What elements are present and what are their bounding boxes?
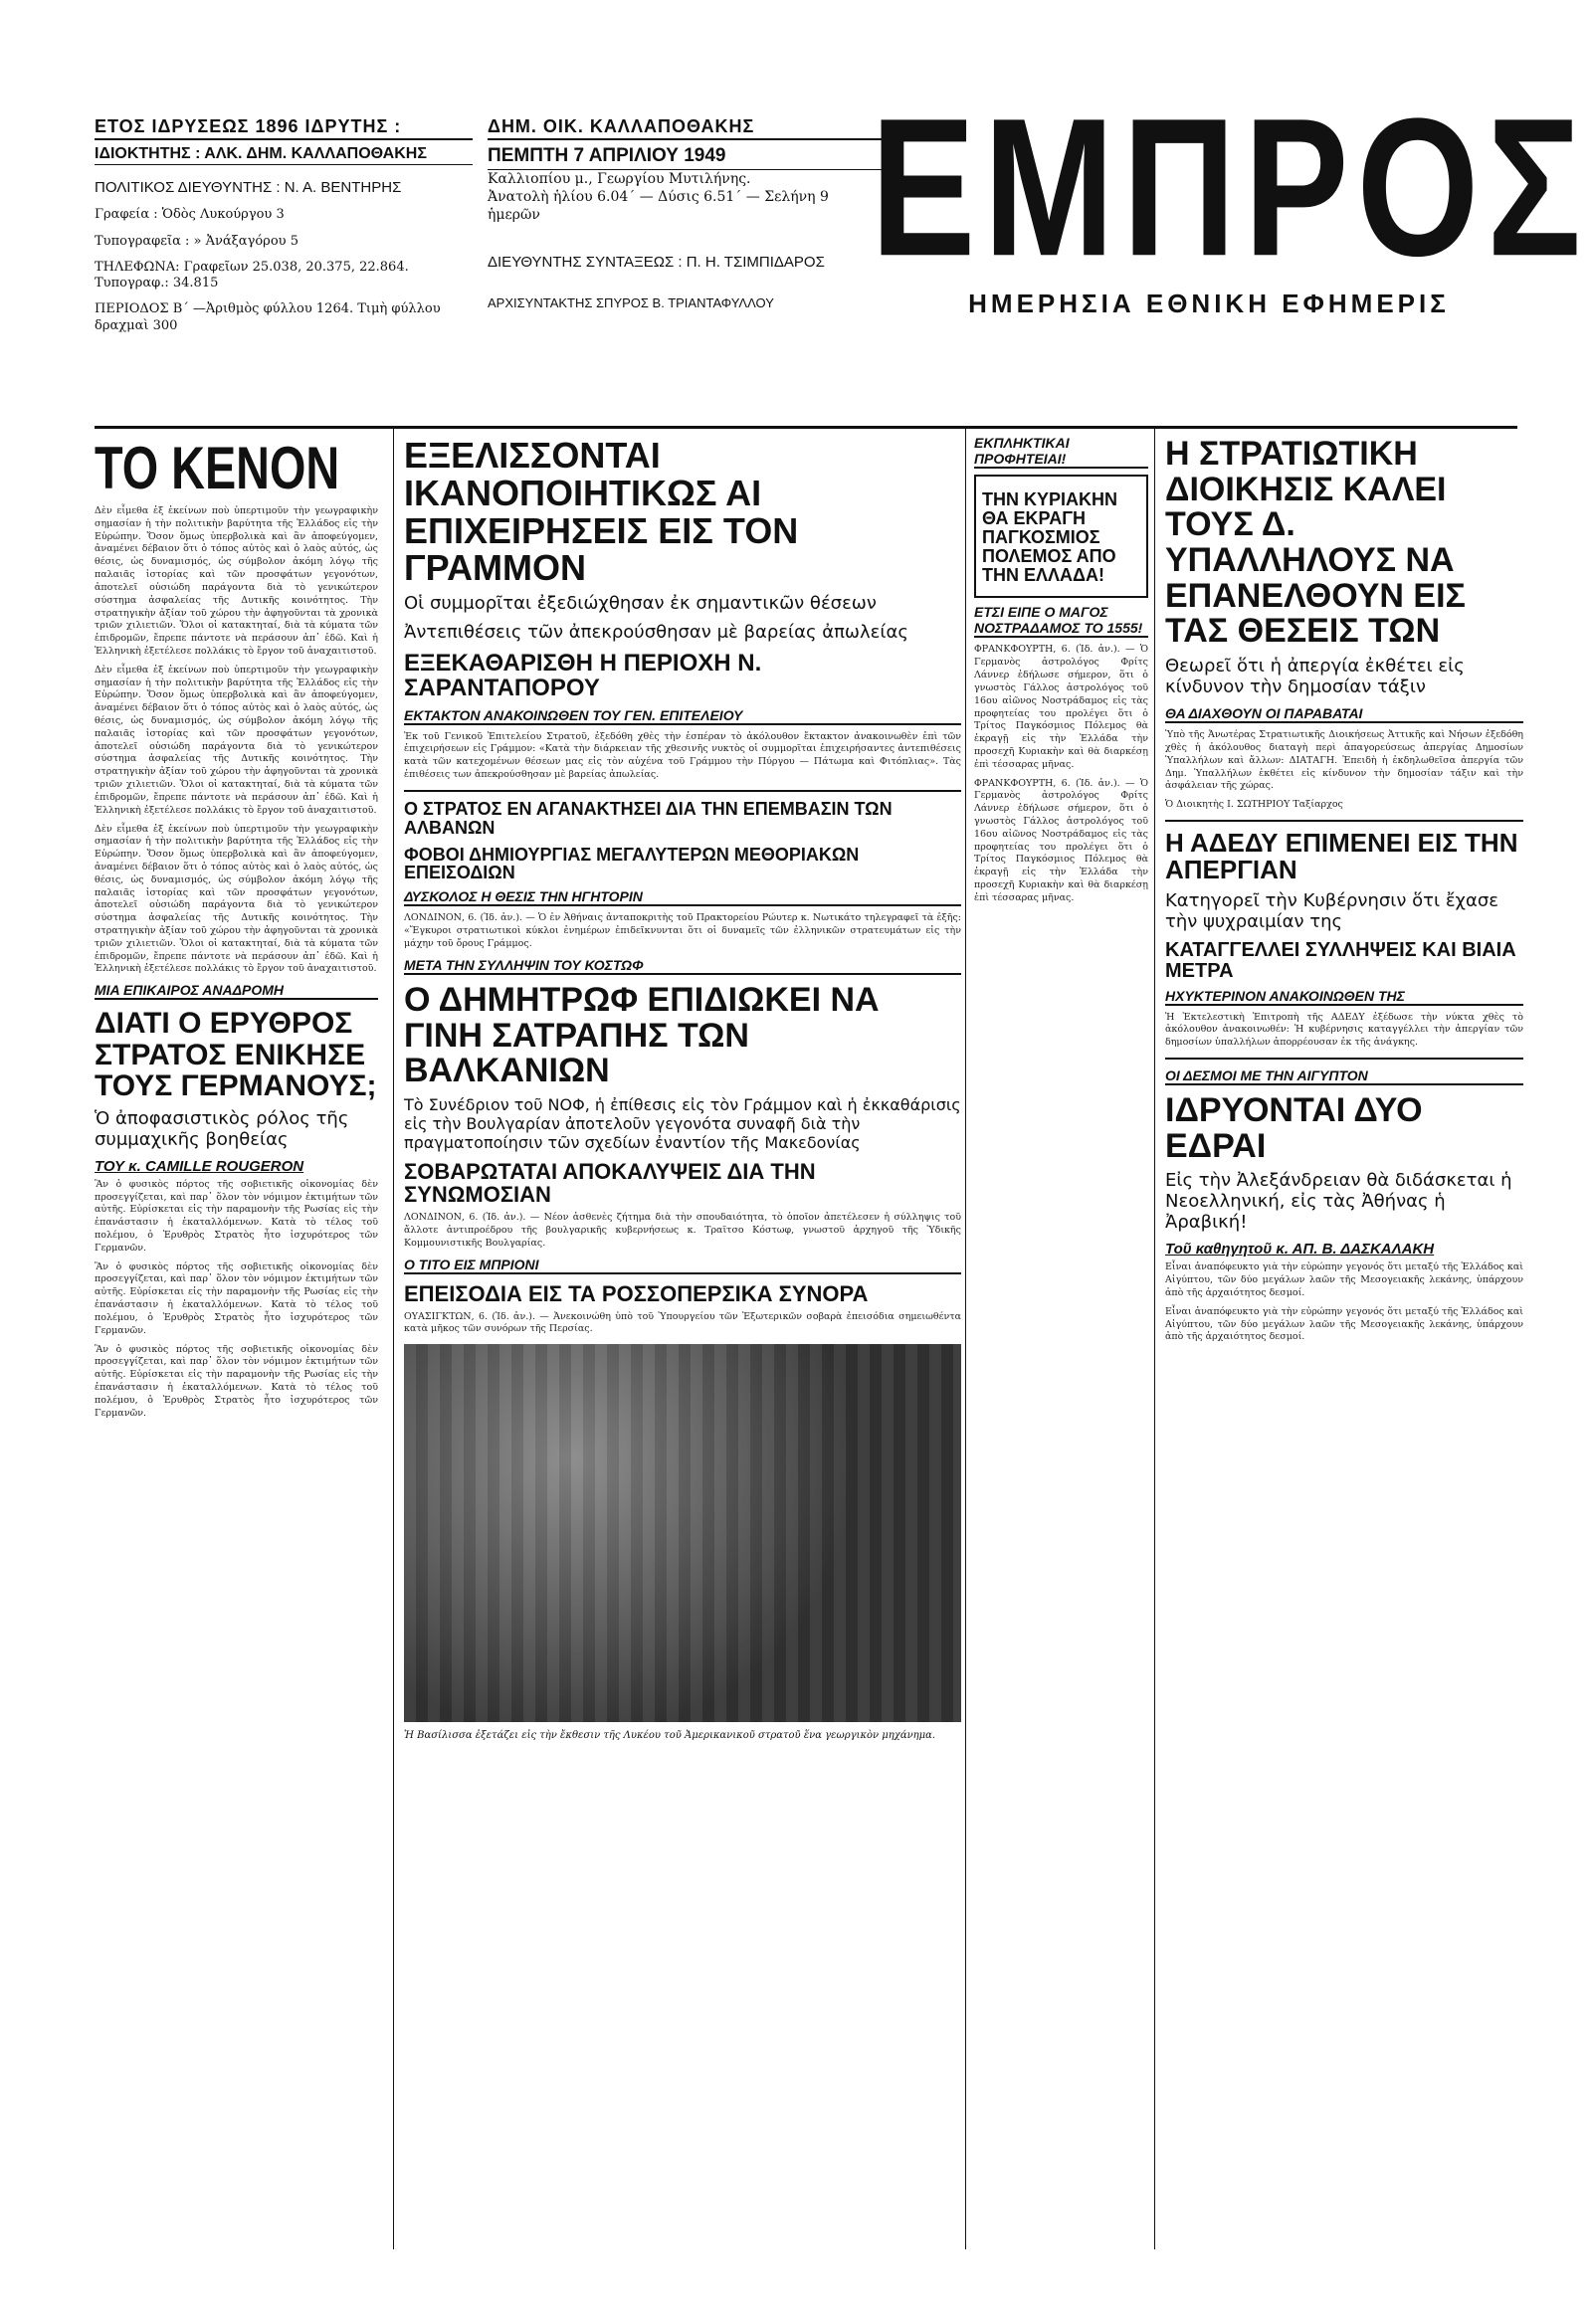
column-1 (95, 429, 378, 2249)
article-body-red-army-2: Ἂν ὁ φυσικὸς πόρτος τῆς σοβιετικῆς οἰκονομίας δὲν προσεγγίζεται, καὶ παρ᾽ ὅλον τὸν νόμιμον ἐκτιμήτων τῶν αὐτῆς. Εὐρίσκεται εἰς τὴν παραμονὴν τῆς Ρωσίας εἰς τὴν ἐπανάστασιν ἡ ἐκαταλλόμενων. Κατὰ τὸ τέλος τοῦ πολέμου, ὁ Ἐρυθρὸς Στρατὸς ἦτο ἰσχυρότερος τῶν Γερμανῶν. (95, 1260, 378, 1336)
period: ΠΕΡΙΟΔΟΣ Β΄ —Ἀριθμὸς φύλλου 1264. Τιμὴ φύλλου δραχμαὶ 300 (95, 301, 441, 333)
column-4 (1154, 429, 1523, 2249)
subheadline-adedy: Κατηγορεῖ τὴν Κυβέρνησιν ὅτι ἔχασε τὴν ψυχραιμίαν της (1165, 889, 1498, 932)
sun-times: Ἀνατολὴ ἡλίου 6.04΄ — Δύσις 6.51΄ — Σελήνη 9 ἡμερῶν (488, 189, 829, 224)
subheadline-military-admin: Θεωρεῖ ὅτι ἡ ἀπεργία ἐκθέτει εἰς κίνδυνον τὴν δημοσίαν τάξιν (1165, 656, 1465, 698)
logo-word: ΕΜΠΡΟΣ (871, 78, 1590, 297)
founder-name: ΔΗΜ. ΟΙΚ. ΚΑΛΛΑΠΟΘΑΚΗΣ (488, 115, 886, 140)
article-columns (95, 429, 1523, 2249)
masthead-info-left (95, 115, 473, 334)
headline-military-admin: Η ΣΤΡΑΤΙΩΤΙΚΗ ΔΙΟΙΚΗΣΙΣ ΚΑΛΕΙ ΤΟΥΣ Δ. ΥΠΑΛΛΗΛΟΥΣ ΝΑ ΕΠΑΝΕΛΘΟΥΝ ΕΙΣ ΤΑΣ ΘΕΣΕΙΣ ΤΩΝ (1165, 435, 1466, 651)
founded-line (95, 115, 473, 140)
article-body-dimitrov: ΛΟΝΔΙΝΟΝ, 6. (Ἰδ. ἀν.). — Νέον ἀσθενὲς ζήτημα διὰ τὴν σπουδαιότητα, τὸ ὁποῖον ἀπετέλεσεν ἡ σύλληψις τοῦ ἄλλοτε ἀντιπροέδρου τῆς βουλγαρικῆς κυβερνήσεως κ. Τραϊτσο Κόστωφ, γνωστοῦ ἀρχηγοῦ τῆς Ὑδικῆς Κομμουνιστικῆς Βουλγαρίας. (404, 1212, 961, 1249)
tagline-night-announcement: ΗΧΥΚΤΕΡΙΝΟΝ ΑΝΑΚΟΙΝΩΘΕΝ ΤΗΣ (1165, 988, 1523, 1006)
newspaper-logo (871, 78, 1590, 327)
article-body-albanians: ΛΟΝΔΙΝΟΝ, 6. (Ἰδ. ἀν.). — Ὁ ἐν Ἀθήναις ἀνταποκριτὴς τοῦ Πρακτορείου Ρώυτερ κ. Νωτικάτο τηλεγραφεῖ τὰ ἑξῆς: «Ἔγκυροι στρατιωτικοὶ κύκλοι ἐνημέρων ἐπιδεῖκνυνται ὅτι οἱ δυναμεῖς τῶν ἐλληνικῶν στρατευμάτων εἰς τὴν μάχην τοῦ ὄρους Γράμμος. (404, 912, 961, 949)
tagline-difficult-position: ΔΥΣΚΟΛΟΣ Η ΘΕΣΙΣ ΤΗΝ ΗΓΗΤΟΡΙΝ (404, 888, 961, 906)
headline-border-fears: ΦΟΒΟΙ ΔΗΜΙΟΥΡΓΙΑΣ ΜΕΓΑΛΥΤΕΡΩΝ ΜΕΘΟΡΙΑΚΩΝ ΕΠΕΙΣΟΔΙΩΝ (404, 844, 860, 883)
prophecy-box (974, 475, 1148, 598)
subheadline-grammos-2: Ἀντεπιθέσεις τῶν ἀπεκρούσθησαν μὲ βαρείας ἀπωλείας (404, 622, 908, 644)
byline: ΤΟΥ κ. CAMILLE ROUGERON (95, 1157, 304, 1175)
masthead-info-mid (488, 115, 886, 312)
headline-adedy: Η ΑΔΕΔΥ ΕΠΙΜΕΝΕΙ ΕΙΣ ΤΗΝ ΑΠΕΡΓΙΑΝ (1165, 828, 1518, 885)
article-body-egypt-2: Εἶναι ἀναπόφευκτο γιὰ τὴν εὐρώπην γεγονός ὅτι μεταξύ τῆς Ἑλλάδος καὶ Αἰγύπτου, τῶν δύο μεγάλων λαῶν τῆς Μεσογειακῆς λεκάνης, ὑπάρχουν ἀπὸ τῆς ἀρχαιότητος δεσμοί. (1165, 1305, 1523, 1343)
article-body-nostradamus-2: ΦΡΑΝΚΦΟΥΡΤΗ, 6. (Ἰδ. ἀν.). — Ὁ Γερμανὸς ἀστρολόγος Φρίτς Λάννερ ἐδήλωσε σήμερον, ὅτι ὁ γνωστὸς Γάλλος ἀστρολόγος τοῦ 16ου αἰῶνος Νοστράδαμος εἰς τὰς προφητείας του προλέγει ὅτι ὁ Τρίτος Παγκόσμιος Πόλεμος θὰ ἐκραγῇ εἰς τὴν Ἑλλάδα τὴν προσεχῆ Κυριακὴν καὶ θὰ διαρκέσῃ ἐπὶ τέσσαρας μῆνας. (974, 777, 1148, 903)
headline-dimitrov: Ο ΔΗΜΗΤΡΩΦ ΕΠΙΔΙΩΚΕΙ ΝΑ ΓΙΝΗ ΣΑΤΡΑΠΗΣ ΤΩΝ ΒΑΛΚΑΝΙΩΝ (404, 980, 880, 1090)
subheadline-grammos: Οἱ συμμορῖται ἐξεδιώχθησαν ἐκ σημαντικῶν θέσεων (404, 593, 877, 615)
headline-world-war: ΤΗΝ ΚΥΡΙΑΚΗΝ ΘΑ ΕΚΡΑΓΗ ΠΑΓΚΟΣΜΙΟΣ ΠΟΛΕΜΟΣ ΑΠΟ ΤΗΝ ΕΛΛΑΔΑ! (982, 489, 1118, 585)
tagline-prophecies: ΕΚΠΛΗΚΤΙΚΑΙ ΠΡΟΦΗΤΕΙΑΙ! (974, 435, 1148, 469)
article-body-grammos: Ἐκ τοῦ Γενικοῦ Ἐπιτελείου Στρατοῦ, ἐξεδόθη χθὲς τὴν ἑσπέραν τὸ ἀκόλουθον ἔκτακτον ἀνακοινωθὲν ἐπὶ τῶν ἐπιχειρήσεων εἰς Γράμμον: «Κατὰ τὴν διάρκειαν τῆς χθεσινῆς νυκτὸς οἱ συμμορῖται ἐπιχειρήσαντες ἀντεπιθέσεις κατὰ τῶν κατεχομένων θέσεων μας εἰς τὸν αὐχένα τοῦ Γράμμου τὴν Πύργου — Πάτωμα καὶ Φιτόπλιας». Τὰς ἐπιθέσεις των ἀπεκρούσθησαν μὲ βαρείας ἀπωλείας. (404, 730, 961, 780)
tagline-nostradamus: ΕΤΣΙ ΕΙΠΕ Ο ΜΑΓΟΣ ΝΟΣΤΡΑΔΑΜΟΣ ΤΟ 1555! (974, 604, 1148, 638)
headline-red-army: ΔΙΑΤΙ Ο ΕΡΥΘΡΟΣ ΣΤΡΑΤΟΣ ΕΝΙΚΗΣΕ ΤΟΥΣ ΓΕΡΜΑΝΟΥΣ; (95, 1007, 377, 1103)
article-body-nostradamus: ΦΡΑΝΚΦΟΥΡΤΗ, 6. (Ἰδ. ἀν.). — Ὁ Γερμανὸς ἀστρολόγος Φρίτς Λάννερ ἐδήλωσε σήμερον, ὅτι ὁ γνωστὸς Γάλλος ἀστρολόγος τοῦ 16ου αἰῶνος Νοστράδαμος εἰς τὰς προφητείας του προλέγει ὅτι ὁ Τρίτος Παγκόσμιος Πόλεμος θὰ ἐκραγῇ εἰς τὴν Ἑλλάδα τὴν προσεχῆ Κυριακὴν καὶ θὰ διαρκέσῃ ἐπὶ τέσσαρας μῆνας. (974, 644, 1148, 770)
phones: ΤΗΛΕΦΩΝΑ: Γραφεῖων 25.038, 20.375, 22.864. Τυπογραφ.: 34.815 (95, 259, 409, 290)
article-body-adedy: Ἡ Ἐκτελεστικὴ Ἐπιτροπὴ τῆς ΑΔΕΔΥ ἐξέδωσε τὴν νύκτα χθὲς τὸ ἀκόλουθον ἀνακοινωθέν: Ἡ κυβέρνησις καταγγέλλει τὴν ἀπεργίαν τῶν δημοσίων ὑπαλλήλων ἀπορρέουσαν ἐκ τῆς ἀνάγκης. (1165, 1011, 1523, 1049)
divider-3 (1165, 1058, 1523, 1060)
section-tagline: ΜΙΑ ΕΠΙΚΑΙΡΟΣ ΑΝΑΔΡΟΜΗ (95, 982, 378, 1000)
tagline-egypt: ΟΙ ΔΕΣΜΟΙ ΜΕ ΤΗΝ ΑΙΓΥΠΤΟΝ (1165, 1067, 1523, 1085)
headline-arrests: ΚΑΤΑΓΓΕΛΛΕΙ ΣΥΛΛΗΨΕΙΣ ΚΑΙ ΒΙΑΙΑ ΜΕΤΡΑ (1165, 938, 1516, 982)
signature: Ὁ Διοικητὴς Ι. ΣΩΤΗΡΙΟΥ Ταξίαρχος (1165, 799, 1343, 811)
print-office: Τυπογραφεῖα : » Ἀνάξαγόρου 5 (95, 233, 298, 249)
column-3 (965, 429, 1148, 2249)
column-2 (393, 429, 961, 2249)
headline-to-kenon (95, 437, 378, 499)
subheadline-dimitrov: Τὸ Συνέδριον τοῦ ΝΟΦ, ἡ ἐπίθεσις εἰς τὸν Γράμμον καὶ ἡ ἐκκαθάρισις εἰς τὴν Βουλγαρίαν ἀποτελοῦν γεγονότα συναφῆ διὰ τὴν πραγματοποίησιν τῶν σχεδίων ἐναντίον τῆς Μακεδονίας (404, 1094, 961, 1152)
headline-two-chairs: ΙΔΡΥΟΝΤΑΙ ΔΥΟ ΕΔΡΑΙ (1165, 1091, 1423, 1165)
article-body-persian-border: ΟΥΑΣΙΓΚΤΩΝ, 6. (Ἰδ. ἀν.). — Ἀνεκοινώθη ὑπὸ τοῦ Ὑπουργείου τῶν Ἐξωτερικῶν σοβαρὰ ἐπεισόδια σημειωθέντα κατὰ μῆκος τῶν συνόρων τῆς Περσίας. (404, 1310, 961, 1335)
chief-editor: ΑΡΧΙΣΥΝΤΑΚΤΗΣ ΣΠΥΡΟΣ Β. ΤΡΙΑΝΤΑΦΥΛΛΟΥ (488, 295, 774, 311)
photo-caption: Ἡ Βασίλισσα ἐξετάζει εἰς τὴν ἔκθεσιν τῆς Λυκέου τοῦ Ἀμερικανικοῦ στρατοῦ ἕνα γεωργικὸν μηχάνημα. (404, 1730, 936, 1742)
article-body-egypt: Εἶναι ἀναπόφευκτο γιὰ τὴν εὐρώπην γεγονός ὅτι μεταξύ τῆς Ἑλλάδος καὶ Αἰγύπτου, τῶν δύο μεγάλων λαῶν τῆς Μεσογειακῆς λεκάνης, ὑπάρχουν ἀπὸ τῆς ἀρχαιότητος δεσμοί. (1165, 1261, 1523, 1299)
tagline-announcement: ΕΚΤΑΚΤΟΝ ΑΝΑΚΟΙΝΩΘΕΝ ΤΟΥ ΓΕΝ. ΕΠΙΤΕΛΕΙΟΥ (404, 707, 961, 725)
headline-sarantaporos: ΕΞΕΚΑΘΑΡΙΣΘΗ Η ΠΕΡΙΟΧΗ Ν. ΣΑΡΑΝΤΑΠΟΡΟΥ (404, 650, 762, 702)
political-director: ΠΟΛΙΤΙΚΟΣ ΔΙΕΥΘΥΝΤΗΣ : Ν. Α. ΒΕΝΤΗΡΗΣ (95, 178, 402, 196)
tagline-kostov: ΜΕΤΑ ΤΗΝ ΣΥΛΛΗΨΙΝ ΤΟΥ ΚΟΣΤΩΦ (404, 957, 961, 975)
subheadline-two-chairs: Εἰς τὴν Ἀλεξάνδρειαν θὰ διδάσκεται ἡ Νεοελληνική, εἰς τὰς Ἀθήνας ἡ Ἀραβική! (1165, 1170, 1512, 1234)
article-body-red-army-3: Ἂν ὁ φυσικὸς πόρτος τῆς σοβιετικῆς οἰκονομίας δὲν προσεγγίζεται, καὶ παρ᾽ ὅλον τὸν νόμιμον ἐκτιμήτων τῶν αὐτῆς. Εὐρίσκεται εἰς τὴν παραμονὴν τῆς Ρωσίας εἰς τὴν ἐπανάστασιν ἡ ἐκαταλλόμενων. Κατὰ τὸ τέλος τοῦ πολέμου, ὁ Ἐρυθρὸς Στρατὸς ἦτο ἰσχυρότερος τῶν Γερμανῶν. (95, 1343, 378, 1419)
headline-grammos: ΕΞΕΛΙΣΣΟΝΤΑΙ ΙΚΑΝΟΠΟΙΗΤΙΚΩΣ ΑΙ ΕΠΙΧΕΙΡΗΣΕΙΣ ΕΙΣ ΤΟΝ ΓΡΑΜΜΟΝ (404, 435, 799, 589)
editor-director: ΔΙΕΥΘΥΝΤΗΣ ΣΥΝΤΑΞΕΩΣ : Π. Η. ΤΣΙΜΠΙΔΑΡΟΣ (488, 253, 825, 271)
divider (404, 790, 961, 792)
article-body-cont-2: Δὲν εἶμεθα ἐξ ἐκείνων ποὺ ὑπερτιμοῦν τὴν γεωγραφικὴν σημασίαν ἡ τὴν πολιτικὴν βαρύτητα τῆς Ἑλλάδος εἰς τὴν Εὐρώπην. Ὅσον ὅμως ὑπερβολικὰ καὶ ἂν ἀποφεύγομεν, ἀναμένει δέβαιον ὅτι ὁ τόπος αὐτὸς καὶ ὁ λαὸς αὐτός, ὡς θέσις, ὡς δυναμισμός, ὡς σύμβολον ἀκόμη λόγῳ τῆς παλαιᾶς ἱστορίας καὶ τῶν προσφάτων γεγονότων, ἀποτελεῖ οὐσιώδη παράγοντα διὰ τὸ γενικώτερον σύστημα ἀσφαλείας τῆς Δυτικῆς κοινότητος. Τὴν στρατηγικὴν ἀξίαν τοῦ χώρου τὴν ἀφηγοῦνται τὰ χρονικὰ τριῶν χιλιετιῶν. Ὅλοι οἱ κατακτηταί, διὰ τὰ κύματα τῶν ἐπιδρομῶν, ἔπρεπε πάντοτε νὰ περάσουν ἀπ᾽ ἐδῶ. Καὶ ἡ Ἑλληνικὴ ἐξετέλεσε πολλάκις τὸ ἔργον τοῦ ἀναχαιτιστοῦ. (95, 823, 378, 975)
issue-date: ΠΕΜΠΤΗ 7 ΑΠΡΙΛΙΟΥ 1949 (488, 144, 886, 170)
headline-revelations: ΣΟΒΑΡΩΤΑΤΑΙ ΑΠΟΚΑΛΥΨΕΙΣ ΔΙΑ ΤΗΝ ΣΥΝΩΜΟΣΙΑΝ (404, 1158, 816, 1207)
headline-persian-border: ΕΠΕΙΣΟΔΙΑ ΕΙΣ ΤΑ ΡΟΣΣΟΠΕΡΣΙΚΑ ΣΥΝΟΡΑ (404, 1280, 869, 1306)
divider-2 (1165, 820, 1523, 822)
tagline-violators: ΘΑ ΔΙΑΧΘΟΥΝ ΟΙ ΠΑΡΑΒΑΤΑΙ (1165, 705, 1523, 723)
founded-label: ΕΤΟΣ ΙΔΡΥΣΕΩΣ 1896 ΙΔΡΥΤΗΣ : (95, 116, 402, 136)
owner-line: ΙΔΙΟΚΤΗΤΗΣ : ΑΛΚ. ΔΗΜ. ΚΑΛΛΑΠΟΘΑΚΗΣ (95, 144, 473, 165)
article-body-cont: Δὲν εἶμεθα ἐξ ἐκείνων ποὺ ὑπερτιμοῦν τὴν γεωγραφικὴν σημασίαν ἡ τὴν πολιτικὴν βαρύτητα τῆς Ἑλλάδος εἰς τὴν Εὐρώπην. Ὅσον ὅμως ὑπερβολικὰ καὶ ἂν ἀποφεύγομεν, ἀναμένει δέβαιον ὅτι ὁ τόπος αὐτὸς καὶ ὁ λαὸς αὐτός, ὡς θέσις, ὡς δυναμισμός, ὡς σύμβολον ἀκόμη λόγῳ τῆς παλαιᾶς ἱστορίας καὶ τῶν προσφάτων γεγονότων, ἀποτελεῖ οὐσιώδη παράγοντα διὰ τὸ γενικώτερον σύστημα ἀσφαλείας τῆς Δυτικῆς κοινότητος. Τὴν στρατηγικὴν ἀξίαν τοῦ χώρου τὴν ἀφηγοῦνται τὰ χρονικὰ τριῶν χιλιετιῶν. Ὅλοι οἱ κατακτηταί, διὰ τὰ κύματα τῶν ἐπιδρομῶν, ἔπρεπε πάντοτε νὰ περάσουν ἀπ᾽ ἐδῶ. Καὶ ἡ Ἑλληνικὴ ἐξετέλεσε πολλάκις τὸ ἔργον τοῦ ἀναχαιτιστοῦ. (95, 664, 378, 816)
masthead (95, 78, 1590, 429)
byline-daskalakis: Τοῦ καθηγητοῦ κ. ΑΠ. Β. ΔΑΣΚΑΛΑΚΗ (1165, 1241, 1435, 1259)
news-photo (404, 1344, 961, 1722)
article-body: Δὲν εἶμεθα ἐξ ἐκείνων ποὺ ὑπερτιμοῦν τὴν γεωγραφικὴν σημασίαν ἡ τὴν πολιτικὴν βαρύτητα τῆς Ἑλλάδος εἰς τὴν Εὐρώπην. Ὅσον ὅμως ὑπερβολικὰ καὶ ἂν ἀποφεύγομεν, ἀναμένει δέβαιον ὅτι ὁ τόπος αὐτὸς καὶ ὁ λαὸς αὐτός, ὡς θέσις, ὡς δυναμισμός, ὡς σύμβολον ἀκόμη λόγῳ τῆς παλαιᾶς ἱστορίας καὶ τῶν προσφάτων γεγονότων, ἀποτελεῖ οὐσιώδη παράγοντα διὰ τὸ γενικώτερον σύστημα ἀσφαλείας τῆς Δυτικῆς κοινότητος. Τὴν στρατηγικὴν ἀξίαν τοῦ χώρου τὴν ἀφηγοῦνται τὰ χρονικὰ τριῶν χιλιετιῶν. Ὅλοι οἱ κατακτηταί, διὰ τὰ κύματα τῶν ἐπιδρομῶν, ἔπρεπε πάντοτε νὰ περάσουν ἀπ᾽ ἐδῶ. Καὶ ἡ Ἑλληνικὴ ἐξετέλεσε πολλάκις τὸ ἔργον τοῦ ἀναχαιτιστοῦ. (95, 505, 378, 657)
headline-albanians: Ο ΣΤΡΑΤΟΣ ΕΝ ΑΓΑΝΑΚΤΗΣΕΙ ΔΙΑ ΤΗΝ ΕΠΕΜΒΑΣΙΝ ΤΩΝ ΑΛΒΑΝΩΝ (404, 798, 893, 838)
headline-text: ΤΟ ΚΕΝΟΝ (95, 435, 340, 501)
article-body-military-admin: Ὑπὸ τῆς Ἀνωτέρας Στρατιωτικῆς Διοικήσεως Ἀττικῆς καὶ Νήσων ἐξεδόθη χθὲς ἡ ἀκόλουθος διαταγὴ περὶ ἀπαγορεύσεως ἀπεργίας Δημοσίων Ὑπαλλήλων καὶ ἄλλων: ΔΙΑΤΑΓΗ. Ἐπειδὴ ἡ ἐκδηλωθεῖσα ἀπεργία τῶν Δημ. Ὑπαλλήλων ἐκθέτει εἰς κίνδυνον τὴν δημοσίαν τάξιν καὶ τὴν ἀσφάλειαν τῆς χώρας. (1165, 729, 1523, 792)
subheadline-red-army: Ὁ ἀποφασιστικὸς ρόλος τῆς συμμαχικῆς βοηθείας (95, 1107, 349, 1150)
article-body-red-army: Ἂν ὁ φυσικὸς πόρτος τῆς σοβιετικῆς οἰκονομίας δὲν προσεγγίζεται, καὶ παρ᾽ ὅλον τὸν νόμιμον ἐκτιμήτων τῶν αὐτῆς. Εὐρίσκεται εἰς τὴν παραμονὴν τῆς Ρωσίας εἰς τὴν ἐπανάστασιν ἡ ἐκαταλλόμενων. Κατὰ τὸ τέλος τοῦ πολέμου, ὁ Ἐρυθρὸς Στρατὸς ἦτο ἰσχυρότερος τῶν Γερμανῶν. (95, 1178, 378, 1254)
logo-subtitle: ΗΜΕΡΗΣΙΑ ΕΘΝΙΚΗ ΕΦΗΜΕΡΙΣ (968, 289, 1450, 318)
tagline-tito: Ο ΤΙΤΟ ΕΙΣ ΜΠΡΙΟΝΙ (404, 1257, 961, 1274)
saint-of-day: Καλλιοπίου μ., Γεωργίου Μυτιλήνης. (488, 171, 751, 188)
offices: Γραφεία : Ὁδὸς Λυκούργου 3 (95, 207, 285, 223)
